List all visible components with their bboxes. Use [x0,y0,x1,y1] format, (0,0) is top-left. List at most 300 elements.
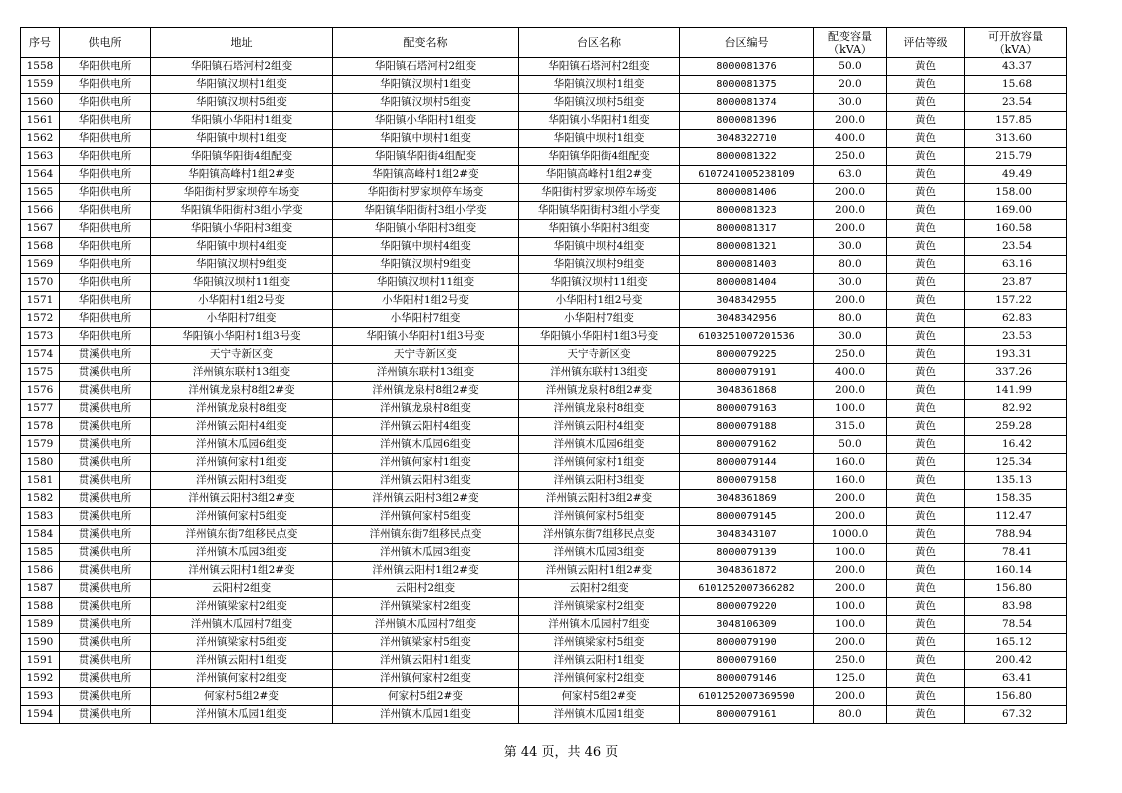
cell-area-code: 8000079145 [680,508,814,526]
cell-area-name: 华阳街村罗家坝停车场变 [519,184,680,202]
cell-area-code: 8000081376 [680,58,814,76]
table-row [21,706,1067,724]
table-row [21,382,1067,400]
cell-rating: 黄色 [887,202,965,220]
cell-transformer-name: 洋州镇何家村2组变 [333,670,519,688]
cell-index: 1589 [21,616,60,634]
cell-open-capacity: 23.54 [965,238,1067,256]
cell-supply-station: 华阳供电所 [60,220,151,238]
cell-rating: 黄色 [887,634,965,652]
cell-rating: 黄色 [887,706,965,724]
cell-transformer-name: 洋州镇何家村5组变 [333,508,519,526]
cell-address: 洋州镇木瓜园村7组变 [151,616,333,634]
cell-area-name: 云阳村2组变 [519,580,680,598]
cell-supply-station: 华阳供电所 [60,130,151,148]
cell-capacity: 200.0 [814,220,887,238]
cell-address: 洋州镇木瓜园3组变 [151,544,333,562]
table-row [21,580,1067,598]
cell-capacity: 200.0 [814,634,887,652]
cell-address: 华阳镇中坝村4组变 [151,238,333,256]
cell-open-capacity: 160.58 [965,220,1067,238]
cell-index: 1588 [21,598,60,616]
cell-supply-station: 贯溪供电所 [60,688,151,706]
cell-capacity: 250.0 [814,148,887,166]
cell-open-capacity: 157.22 [965,292,1067,310]
cell-index: 1592 [21,670,60,688]
cell-area-name: 洋州镇木瓜园6组变 [519,436,680,454]
cell-supply-station: 贯溪供电所 [60,508,151,526]
cell-address: 洋州镇木瓜园6组变 [151,436,333,454]
cell-transformer-name: 华阳镇汉坝村11组变 [333,274,519,292]
cell-index: 1585 [21,544,60,562]
table-row [21,346,1067,364]
cell-supply-station: 华阳供电所 [60,274,151,292]
cell-open-capacity: 82.92 [965,400,1067,418]
cell-open-capacity: 157.85 [965,112,1067,130]
cell-address: 天宁寺新区变 [151,346,333,364]
table-body [21,58,1067,724]
cell-address: 洋州镇梁家村2组变 [151,598,333,616]
cell-area-name: 洋州镇东街7组移民点变 [519,526,680,544]
cell-area-code: 8000081317 [680,220,814,238]
cell-area-code: 8000079190 [680,634,814,652]
cell-area-name: 洋州镇梁家村2组变 [519,598,680,616]
cell-transformer-name: 华阳镇汉坝村9组变 [333,256,519,274]
cell-supply-station: 贯溪供电所 [60,472,151,490]
cell-supply-station: 华阳供电所 [60,184,151,202]
cell-transformer-name: 华阳镇高峰村1组2#变 [333,166,519,184]
cell-area-name: 洋州镇木瓜园3组变 [519,544,680,562]
cell-index: 1587 [21,580,60,598]
table-row [21,544,1067,562]
cell-transformer-name: 洋州镇云阳村4组变 [333,418,519,436]
cell-capacity: 400.0 [814,364,887,382]
header-capacity-unit: （kVA） [828,42,872,56]
cell-supply-station: 贯溪供电所 [60,490,151,508]
cell-area-name: 华阳镇小华阳村1组变 [519,112,680,130]
cell-rating: 黄色 [887,364,965,382]
cell-area-code: 8000081322 [680,148,814,166]
table-row [21,652,1067,670]
header-transformer-name: 配变名称 [333,28,519,58]
cell-address: 华阳镇小华阳村1组3号变 [151,328,333,346]
cell-supply-station: 华阳供电所 [60,112,151,130]
cell-transformer-name: 云阳村2组变 [333,580,519,598]
cell-area-name: 华阳镇石塔河村2组变 [519,58,680,76]
cell-transformer-name: 洋州镇龙泉村8组变 [333,400,519,418]
cell-index: 1559 [21,76,60,94]
table-row [21,328,1067,346]
cell-area-name: 洋州镇云阳村1组2#变 [519,562,680,580]
cell-transformer-name: 洋州镇云阳村1组2#变 [333,562,519,580]
cell-rating: 黄色 [887,58,965,76]
cell-capacity: 200.0 [814,292,887,310]
cell-index: 1594 [21,706,60,724]
cell-open-capacity: 156.80 [965,688,1067,706]
cell-area-name: 小华阳村7组变 [519,310,680,328]
page-footer: 第 44 页，共 46 页 [503,745,619,760]
table-row [21,472,1067,490]
cell-index: 1586 [21,562,60,580]
cell-area-name: 华阳镇汉坝村9组变 [519,256,680,274]
cell-address: 洋州镇何家村2组变 [151,670,333,688]
cell-rating: 黄色 [887,346,965,364]
cell-open-capacity: 63.16 [965,256,1067,274]
cell-capacity: 400.0 [814,130,887,148]
cell-index: 1593 [21,688,60,706]
cell-open-capacity: 337.26 [965,364,1067,382]
cell-index: 1558 [21,58,60,76]
cell-supply-station: 华阳供电所 [60,238,151,256]
cell-supply-station: 贯溪供电所 [60,454,151,472]
cell-area-code: 3048361868 [680,382,814,400]
cell-open-capacity: 788.94 [965,526,1067,544]
cell-open-capacity: 78.54 [965,616,1067,634]
cell-area-code: 6101252007369590 [680,688,814,706]
cell-rating: 黄色 [887,688,965,706]
table-row [21,562,1067,580]
cell-supply-station: 贯溪供电所 [60,580,151,598]
cell-capacity: 200.0 [814,202,887,220]
cell-capacity: 315.0 [814,418,887,436]
cell-area-code: 8000081396 [680,112,814,130]
cell-area-code: 8000079139 [680,544,814,562]
cell-rating: 黄色 [887,328,965,346]
cell-index: 1561 [21,112,60,130]
cell-transformer-name: 华阳镇华阳街村3组小学变 [333,202,519,220]
cell-address: 洋州镇梁家村5组变 [151,634,333,652]
cell-index: 1563 [21,148,60,166]
table-row [21,76,1067,94]
cell-index: 1584 [21,526,60,544]
cell-capacity: 200.0 [814,688,887,706]
cell-address: 华阳街村罗家坝停车场变 [151,184,333,202]
cell-index: 1583 [21,508,60,526]
table-row [21,454,1067,472]
cell-supply-station: 贯溪供电所 [60,382,151,400]
cell-open-capacity: 78.41 [965,544,1067,562]
cell-index: 1590 [21,634,60,652]
cell-open-capacity: 160.14 [965,562,1067,580]
cell-rating: 黄色 [887,472,965,490]
header-area-name: 台区名称 [519,28,680,58]
cell-open-capacity: 158.00 [965,184,1067,202]
header-supply-station: 供电所 [60,28,151,58]
cell-open-capacity: 259.28 [965,418,1067,436]
cell-area-name: 洋州镇龙泉村8组2#变 [519,382,680,400]
cell-capacity: 30.0 [814,94,887,112]
cell-index: 1568 [21,238,60,256]
cell-index: 1571 [21,292,60,310]
cell-open-capacity: 16.42 [965,436,1067,454]
cell-rating: 黄色 [887,544,965,562]
cell-area-code: 6101252007366282 [680,580,814,598]
cell-supply-station: 贯溪供电所 [60,346,151,364]
cell-area-name: 华阳镇高峰村1组2#变 [519,166,680,184]
cell-capacity: 63.0 [814,166,887,184]
cell-rating: 黄色 [887,526,965,544]
cell-address: 小华阳村7组变 [151,310,333,328]
cell-transformer-name: 华阳镇石塔河村2组变 [333,58,519,76]
cell-area-code: 6103251007201536 [680,328,814,346]
cell-area-name: 洋州镇何家村2组变 [519,670,680,688]
cell-area-code: 8000079146 [680,670,814,688]
cell-address: 洋州镇东街7组移民点变 [151,526,333,544]
header-rating: 评估等级 [887,28,965,58]
cell-area-name: 洋州镇何家村1组变 [519,454,680,472]
cell-capacity: 100.0 [814,400,887,418]
cell-transformer-name: 华阳镇汉坝村5组变 [333,94,519,112]
cell-supply-station: 华阳供电所 [60,76,151,94]
cell-area-code: 8000079158 [680,472,814,490]
cell-area-name: 何家村5组2#变 [519,688,680,706]
cell-open-capacity: 15.68 [965,76,1067,94]
cell-transformer-name: 华阳镇小华阳村1组变 [333,112,519,130]
cell-transformer-name: 洋州镇何家村1组变 [333,454,519,472]
table-row [21,598,1067,616]
cell-address: 华阳镇华阳街4组配变 [151,148,333,166]
header-index: 序号 [21,28,60,58]
cell-index: 1577 [21,400,60,418]
cell-capacity: 200.0 [814,112,887,130]
table-row [21,400,1067,418]
table-row [21,112,1067,130]
cell-address: 洋州镇龙泉村8组2#变 [151,382,333,400]
cell-supply-station: 贯溪供电所 [60,364,151,382]
cell-open-capacity: 158.35 [965,490,1067,508]
cell-transformer-name: 小华阳村7组变 [333,310,519,328]
table-row [21,364,1067,382]
cell-transformer-name: 小华阳村1组2号变 [333,292,519,310]
cell-transformer-name: 天宁寺新区变 [333,346,519,364]
cell-area-name: 洋州镇云阳村4组变 [519,418,680,436]
cell-supply-station: 华阳供电所 [60,292,151,310]
cell-open-capacity: 141.99 [965,382,1067,400]
cell-transformer-name: 华阳镇汉坝村1组变 [333,76,519,94]
table-row [21,220,1067,238]
cell-address: 洋州镇何家村1组变 [151,454,333,472]
cell-address: 华阳镇华阳街村3组小学变 [151,202,333,220]
cell-index: 1576 [21,382,60,400]
cell-transformer-name: 华阳镇中坝村1组变 [333,130,519,148]
cell-index: 1581 [21,472,60,490]
cell-open-capacity: 169.00 [965,202,1067,220]
cell-transformer-name: 华阳镇华阳街4组配变 [333,148,519,166]
cell-rating: 黄色 [887,256,965,274]
cell-area-name: 洋州镇云阳村1组变 [519,652,680,670]
cell-area-code: 8000081323 [680,202,814,220]
cell-transformer-name: 洋州镇云阳村1组变 [333,652,519,670]
cell-area-name: 华阳镇汉坝村11组变 [519,274,680,292]
cell-area-name: 洋州镇木瓜园村7组变 [519,616,680,634]
table-row [21,508,1067,526]
cell-capacity: 200.0 [814,580,887,598]
cell-area-name: 华阳镇华阳街村3组小学变 [519,202,680,220]
cell-transformer-name: 洋州镇木瓜园村7组变 [333,616,519,634]
cell-rating: 黄色 [887,292,965,310]
cell-transformer-name: 洋州镇木瓜园6组变 [333,436,519,454]
table-row [21,490,1067,508]
cell-capacity: 100.0 [814,616,887,634]
cell-address: 云阳村2组变 [151,580,333,598]
cell-open-capacity: 83.98 [965,598,1067,616]
table-row [21,274,1067,292]
cell-transformer-name: 洋州镇木瓜园1组变 [333,706,519,724]
cell-address: 华阳镇小华阳村1组变 [151,112,333,130]
cell-capacity: 50.0 [814,436,887,454]
table-row [21,202,1067,220]
cell-rating: 黄色 [887,184,965,202]
table-row [21,310,1067,328]
cell-area-name: 洋州镇何家村5组变 [519,508,680,526]
cell-area-name: 华阳镇小华阳村3组变 [519,220,680,238]
cell-address: 洋州镇云阳村1组2#变 [151,562,333,580]
header-open-capacity [965,28,1067,58]
cell-address: 华阳镇小华阳村3组变 [151,220,333,238]
cell-supply-station: 华阳供电所 [60,58,151,76]
cell-capacity: 125.0 [814,670,887,688]
cell-capacity: 30.0 [814,274,887,292]
cell-supply-station: 贯溪供电所 [60,400,151,418]
cell-transformer-name: 华阳街村罗家坝停车场变 [333,184,519,202]
cell-address: 华阳镇汉坝村11组变 [151,274,333,292]
cell-capacity: 160.0 [814,472,887,490]
cell-supply-station: 贯溪供电所 [60,544,151,562]
cell-index: 1572 [21,310,60,328]
cell-open-capacity: 23.54 [965,94,1067,112]
cell-rating: 黄色 [887,580,965,598]
table-row [21,634,1067,652]
cell-transformer-name: 华阳镇小华阳村1组3号变 [333,328,519,346]
cell-capacity: 100.0 [814,544,887,562]
cell-capacity: 30.0 [814,238,887,256]
cell-supply-station: 贯溪供电所 [60,562,151,580]
table-row [21,436,1067,454]
cell-open-capacity: 125.34 [965,454,1067,472]
cell-address: 洋州镇木瓜园1组变 [151,706,333,724]
cell-area-code: 8000079144 [680,454,814,472]
cell-area-name: 洋州镇木瓜园1组变 [519,706,680,724]
cell-open-capacity: 165.12 [965,634,1067,652]
cell-capacity: 200.0 [814,562,887,580]
cell-index: 1567 [21,220,60,238]
cell-capacity: 80.0 [814,706,887,724]
table-row [21,184,1067,202]
cell-transformer-name: 洋州镇梁家村5组变 [333,634,519,652]
table-row [21,256,1067,274]
cell-index: 1569 [21,256,60,274]
cell-open-capacity: 23.87 [965,274,1067,292]
cell-address: 华阳镇中坝村1组变 [151,130,333,148]
cell-rating: 黄色 [887,670,965,688]
table-row [21,238,1067,256]
cell-capacity: 200.0 [814,382,887,400]
cell-area-code: 8000081404 [680,274,814,292]
cell-area-code: 8000081375 [680,76,814,94]
table-row [21,292,1067,310]
cell-transformer-name: 何家村5组2#变 [333,688,519,706]
cell-rating: 黄色 [887,76,965,94]
cell-open-capacity: 200.42 [965,652,1067,670]
cell-address: 何家村5组2#变 [151,688,333,706]
cell-capacity: 200.0 [814,508,887,526]
cell-area-name: 华阳镇汉坝村1组变 [519,76,680,94]
cell-rating: 黄色 [887,94,965,112]
cell-area-code: 8000081403 [680,256,814,274]
cell-area-code: 3048106309 [680,616,814,634]
cell-area-code: 3048343107 [680,526,814,544]
cell-supply-station: 华阳供电所 [60,94,151,112]
cell-supply-station: 贯溪供电所 [60,418,151,436]
cell-capacity: 80.0 [814,256,887,274]
table-row [21,130,1067,148]
cell-supply-station: 贯溪供电所 [60,670,151,688]
cell-supply-station: 贯溪供电所 [60,598,151,616]
cell-address: 洋州镇云阳村4组变 [151,418,333,436]
cell-area-code: 8000079160 [680,652,814,670]
cell-area-code: 8000079188 [680,418,814,436]
cell-index: 1582 [21,490,60,508]
cell-supply-station: 贯溪供电所 [60,634,151,652]
cell-rating: 黄色 [887,562,965,580]
cell-capacity: 100.0 [814,598,887,616]
cell-address: 小华阳村1组2号变 [151,292,333,310]
cell-capacity: 20.0 [814,76,887,94]
cell-index: 1564 [21,166,60,184]
table-row [21,166,1067,184]
table-row [21,526,1067,544]
table-row [21,58,1067,76]
cell-rating: 黄色 [887,400,965,418]
cell-open-capacity: 215.79 [965,148,1067,166]
cell-index: 1565 [21,184,60,202]
cell-address: 洋州镇何家村5组变 [151,508,333,526]
cell-capacity: 50.0 [814,58,887,76]
cell-area-name: 洋州镇梁家村5组变 [519,634,680,652]
cell-capacity: 1000.0 [814,526,887,544]
cell-rating: 黄色 [887,616,965,634]
cell-transformer-name: 华阳镇小华阳村3组变 [333,220,519,238]
cell-supply-station: 贯溪供电所 [60,616,151,634]
header-area-code: 台区编号 [680,28,814,58]
cell-address: 洋州镇云阳村3组2#变 [151,490,333,508]
cell-supply-station: 华阳供电所 [60,256,151,274]
cell-address: 洋州镇龙泉村8组变 [151,400,333,418]
cell-transformer-name: 洋州镇梁家村2组变 [333,598,519,616]
table-row [21,616,1067,634]
cell-transformer-name: 洋州镇云阳村3组变 [333,472,519,490]
cell-area-name: 小华阳村1组2号变 [519,292,680,310]
cell-area-name: 华阳镇中坝村1组变 [519,130,680,148]
cell-rating: 黄色 [887,166,965,184]
header-open-capacity-label: 可开放容量 [988,29,1043,43]
cell-supply-station: 华阳供电所 [60,166,151,184]
cell-address: 华阳镇石塔河村2组变 [151,58,333,76]
cell-area-name: 华阳镇汉坝村5组变 [519,94,680,112]
cell-rating: 黄色 [887,112,965,130]
cell-open-capacity: 313.60 [965,130,1067,148]
cell-index: 1574 [21,346,60,364]
cell-address: 华阳镇汉坝村9组变 [151,256,333,274]
cell-rating: 黄色 [887,220,965,238]
header-capacity-label: 配变容量 [828,29,872,43]
cell-index: 1575 [21,364,60,382]
table-row [21,418,1067,436]
cell-index: 1591 [21,652,60,670]
cell-area-code: 8000079225 [680,346,814,364]
cell-area-code: 8000079220 [680,598,814,616]
cell-supply-station: 贯溪供电所 [60,706,151,724]
